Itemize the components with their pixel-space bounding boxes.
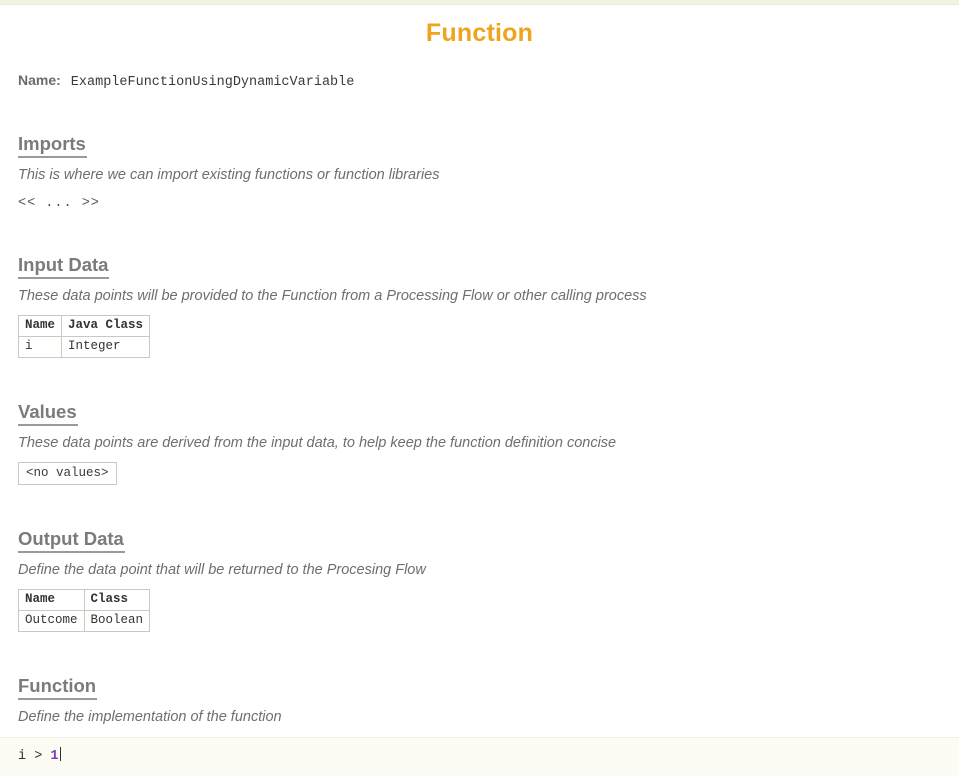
- column-header-name: Name: [19, 316, 62, 337]
- table-row[interactable]: [19, 611, 150, 632]
- table-row[interactable]: [19, 337, 150, 358]
- cell-name: Outcome: [19, 611, 85, 632]
- text-caret: [60, 747, 61, 761]
- column-header-class: Class: [84, 590, 150, 611]
- column-header-java-class: Java Class: [62, 316, 150, 337]
- column-header-name: Name: [19, 590, 85, 611]
- output-data-table: [18, 589, 150, 632]
- values-description: These data points are derived from the input data, to help keep the function definition concise: [18, 435, 617, 451]
- document-body: [0, 19, 959, 776]
- function-code-editor[interactable]: [0, 737, 959, 776]
- cell-java-class: Integer: [62, 337, 150, 358]
- values-empty-badge[interactable]: <no values>: [18, 462, 117, 485]
- code-expression-prefix: i >: [18, 749, 51, 764]
- imports-description: This is where we can import existing functions or function libraries: [18, 167, 440, 183]
- function-name-label: Name:: [18, 72, 61, 88]
- section-function: [18, 653, 941, 776]
- page-title: Function: [425, 19, 534, 47]
- table-header-row: [19, 316, 150, 337]
- code-number-token: 1: [50, 749, 59, 764]
- section-output-data: [18, 506, 941, 632]
- function-name-value: ExampleFunctionUsingDynamicVariable: [70, 75, 355, 90]
- section-values: [18, 379, 941, 485]
- section-imports: [18, 111, 941, 211]
- table-header-row: [19, 590, 150, 611]
- cell-class: Boolean: [84, 611, 150, 632]
- imports-code[interactable]: << ... >>: [18, 196, 100, 211]
- section-input-data: [18, 232, 941, 358]
- input-data-heading: Input Data: [18, 254, 109, 279]
- input-data-description: These data points will be provided to the Function from a Processing Flow or other calling process: [18, 288, 647, 304]
- input-data-table: [18, 315, 150, 358]
- values-heading: Values: [18, 401, 78, 426]
- output-data-description: Define the data point that will be returned to the Procesing Flow: [18, 562, 426, 578]
- function-name-row: [18, 72, 941, 90]
- function-heading: Function: [18, 675, 97, 700]
- imports-heading: Imports: [18, 133, 87, 158]
- function-description: Define the implementation of the function: [18, 709, 282, 725]
- cell-name: i: [19, 337, 62, 358]
- top-divider: [0, 0, 959, 5]
- output-data-heading: Output Data: [18, 528, 125, 553]
